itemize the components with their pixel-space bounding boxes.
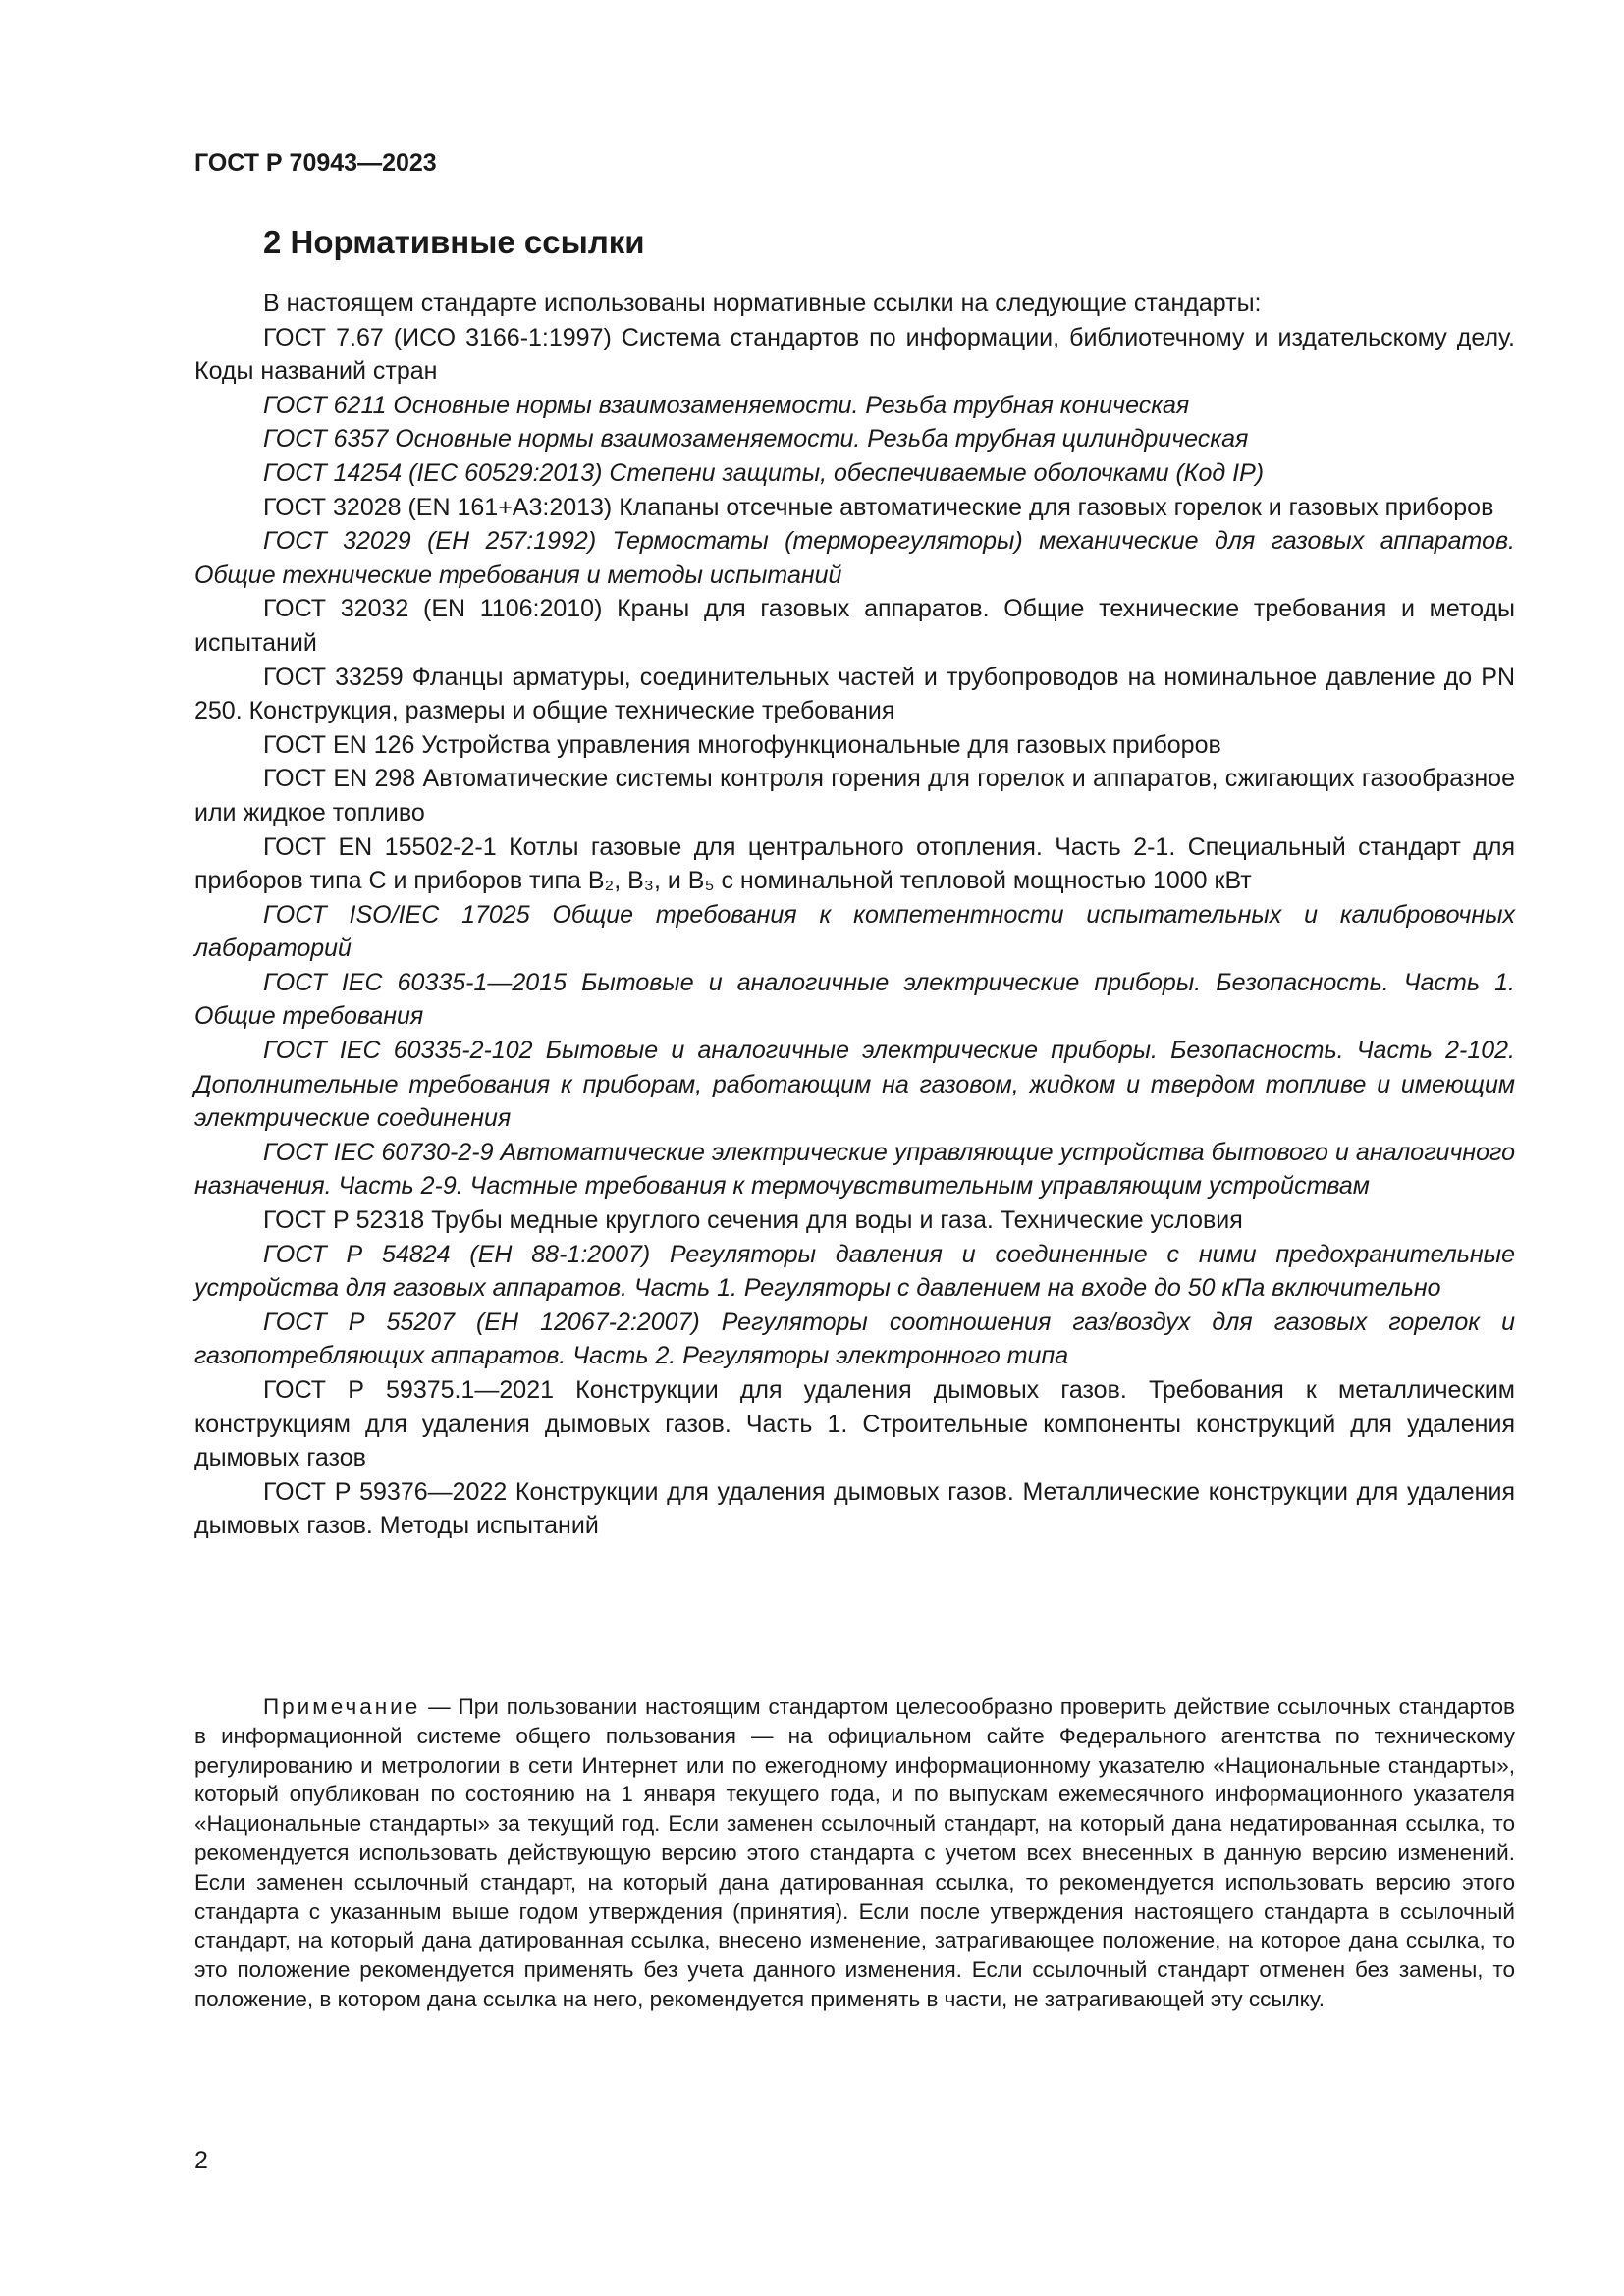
reference-item: ГОСТ Р 54824 (EH 88-1:2007) Регуляторы давления и соединенные с ними предохранительные устройства для газовых аппаратов. Часть 1. Регуляторы с давлением на входе до 50 кПа включительно <box>194 1240 1515 1303</box>
reference-item: ГОСТ 33259 Фланцы арматуры, соединительных частей и трубопроводов на номинальное давление до PN 250. Конструкция, размеры и общие технические требования <box>194 663 1515 725</box>
note-text: — При пользовании настоящим стандартом целесообразно проверить действие ссылочных стандартов в информационной системе общего пользования — на официальном сайте Федерального агентства по техническому регулированию и метрологии в сети Интернет или по ежегодному информационному указателю «Национальные стандарты», который опубликован по состоянию на 1 января текущего года, и по выпускам ежемесячного информационного указателя «Национальные стандарты» за текущий год. Если заменен ссылочный стандарт, на который дана недатированная ссылка, то рекомендуется использовать действующую версию этого стандарта с учетом всех внесенных в данную версию изменений. Если заменен ссылочный стандарт, на который дана датированная ссылка, то рекомендуется использовать версию этого стандарта с указанным выше годом утверждения (принятия). Если после утверждения настоящего стандарта в ссылочный стандарт, на который дана датированная ссылка, внесено изменение, затрагивающее положение, на которое дана ссылка, то это положение рекомендуется применять без учета данного изменения. Если ссылочный стандарт отменен без замены, то положение, в котором дана ссылка на него, рекомендуется применять в части, не затрагивающей эту ссылку. <box>194 1694 1515 2011</box>
reference-item: ГОСТ 32029 (EH 257:1992) Термостаты (терморегуляторы) механические для газовых аппаратов. Общие технические требования и методы испытаний <box>194 527 1515 589</box>
reference-item: ГОСТ EN 298 Автоматические системы контроля горения для горелок и аппаратов, сжигающих газообразное или жидкое топливо <box>194 765 1515 827</box>
reference-item: ГОСТ EN 15502-2-1 Котлы газовые для центрального отопления. Часть 2-1. Специальный стандарт для приборов типа С и приборов типа B₂, B₃, и B₅ с номинальной тепловой мощностью 1000 кВт <box>194 832 1515 895</box>
reference-item: ГОСТ 32032 (EN 1106:2010) Краны для газовых аппаратов. Общие технические требования и методы испытаний <box>194 595 1515 657</box>
reference-item: ГОСТ 6357 Основные нормы взаимозаменяемости. Резьба трубная цилиндрическая <box>263 425 1249 454</box>
reference-item: ГОСТ IEC 60335-1—2015 Бытовые и аналогичные электрические приборы. Безопасность. Часть 1. Общие требования <box>194 968 1515 1031</box>
reference-item: ГОСТ 32028 (EN 161+A3:2013) Клапаны отсечные автоматические для газовых горелок и газовых приборов <box>263 493 1494 521</box>
document-header: ГОСТ Р 70943—2023 <box>194 149 437 177</box>
reference-item: ГОСТ ISO/IEC 17025 Общие требования к компетентности испытательных и калибровочных лабораторий <box>194 900 1515 963</box>
references-body <box>194 287 1515 1543</box>
reference-item: ГОСТ Р 59375.1—2021 Конструкции для удаления дымовых газов. Требования к металлическим конструкциям для удаления дымовых газов. Часть 1. Строительные компоненты конструкций для удаления дымовых газов <box>194 1376 1515 1472</box>
reference-item: ГОСТ Р 59376—2022 Конструкции для удаления дымовых газов. Металлические конструкции для удаления дымовых газов. Методы испытаний <box>194 1477 1515 1540</box>
reference-item: ГОСТ Р 52318 Трубы медные круглого сечения для воды и газа. Технические условия <box>263 1206 1243 1235</box>
reference-item: ГОСТ 6211 Основные нормы взаимозаменяемости. Резьба трубная коническая <box>263 391 1190 419</box>
reference-item: ГОСТ 14254 (IEC 60529:2013) Степени защиты, обеспечиваемые оболочками (Код IP) <box>263 458 1265 487</box>
reference-item: ГОСТ IEC 60730-2-9 Автоматические электрические управляющие устройства бытового и аналогичного назначения. Часть 2-9. Частные требования к термочувствительным управляющим устройствам <box>194 1138 1515 1201</box>
reference-item: ГОСТ 7.67 (ИСО 3166-1:1997) Система стандартов по информации, библиотечному и издательскому делу. Коды названий стран <box>194 323 1515 386</box>
page-number: 2 <box>194 2147 208 2174</box>
note-paragraph <box>194 1692 1515 2014</box>
reference-list <box>194 321 1515 1543</box>
reference-item: ГОСТ IEC 60335-2-102 Бытовые и аналогичные электрические приборы. Безопасность. Часть 2-102. Дополнительные требования к приборам, работающим на газовом, жидком и твердом топливе и имеющим электрические соединения <box>194 1037 1515 1133</box>
reference-item: ГОСТ EN 126 Устройства управления многофункциональные для газовых приборов <box>263 730 1221 759</box>
intro-paragraph: В настоящем стандарте использованы нормативные ссылки на следующие стандарты: <box>263 290 1262 317</box>
note-label: Примечание <box>263 1694 421 1719</box>
reference-item: ГОСТ Р 55207 (EH 12067-2:2007) Регуляторы соотношения газ/воздух для газовых горелок и газопотребляющих аппаратов. Часть 2. Регуляторы электронного типа <box>194 1308 1515 1370</box>
section-title: 2 Нормативные ссылки <box>263 224 645 260</box>
